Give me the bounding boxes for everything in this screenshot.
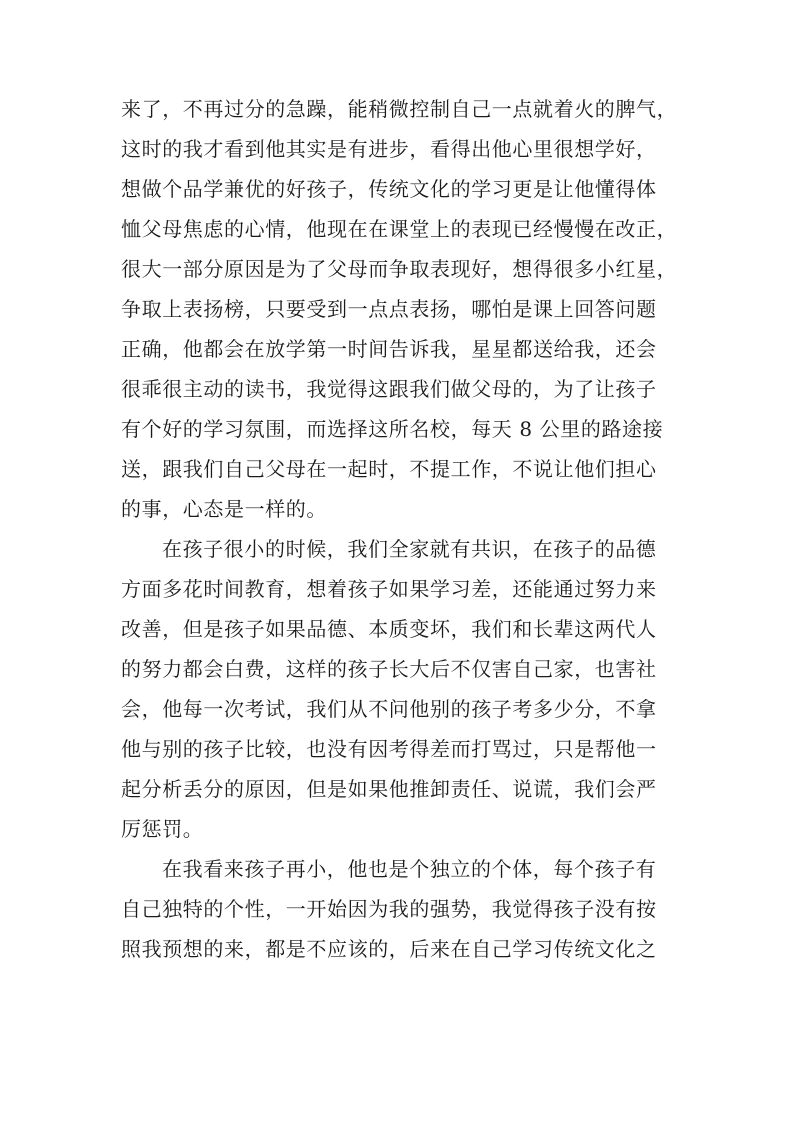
text-line: 很大一部分原因是为了父母而争取表现好，想得很多小红星， — [121, 257, 678, 281]
text-line: 正确，他都会在放学第一时间告诉我，星星都送给我，还会 — [121, 337, 657, 361]
text-line: 送，跟我们自己父母在一起时，不提工作，不说让他们担心 — [121, 457, 657, 481]
text-line: 争取上表扬榜，只要受到一点点表扬，哪怕是课上回答问题 — [121, 297, 657, 321]
text-line: 方面多花时间教育，想着孩子如果学习差，还能通过努力来 — [121, 577, 657, 601]
text-line: 恤父母焦虑的心情，他现在在课堂上的表现已经慢慢在改正， — [121, 217, 678, 241]
paragraph-first-line: 在我看来孩子再小，他也是个独立的个体，每个孩子有 — [162, 857, 657, 881]
text-line: 厉惩罚。 — [121, 817, 204, 841]
text-line: 他与别的孩子比较，也没有因考得差而打骂过，只是帮他一 — [121, 737, 657, 761]
text-line: 很乖很主动的读书，我觉得这跟我们做父母的，为了让孩子 — [121, 377, 657, 401]
text-line: 的事，心态是一样的。 — [121, 497, 327, 521]
text-line: 来了，不再过分的急躁，能稍微控制自己一点就着火的脾气， — [121, 97, 678, 121]
text-line: 改善，但是孩子如果品德、本质变坏，我们和长辈这两代人 — [121, 617, 657, 641]
text-line: 有个好的学习氛围，而选择这所名校，每天 8 公里的路途接 — [121, 417, 664, 441]
text-line: 会，他每一次考试，我们从不问他别的孩子考多少分，不拿 — [121, 697, 657, 721]
text-line: 自己独特的个性，一开始因为我的强势，我觉得孩子没有按 — [121, 897, 657, 921]
text-line: 照我预想的来，都是不应该的，后来在自己学习传统文化之 — [121, 937, 657, 961]
text-line: 的努力都会白费，这样的孩子长大后不仅害自己家，也害社 — [121, 657, 657, 681]
text-line: 这时的我才看到他其实是有进步，看得出他心里很想学好， — [121, 137, 657, 161]
text-line: 想做个品学兼优的好孩子，传统文化的学习更是让他懂得体 — [121, 177, 657, 201]
text-line: 起分析丢分的原因，但是如果他推卸责任、说谎，我们会严 — [121, 777, 657, 801]
paragraph-first-line: 在孩子很小的时候，我们全家就有共识，在孩子的品德 — [162, 537, 657, 561]
